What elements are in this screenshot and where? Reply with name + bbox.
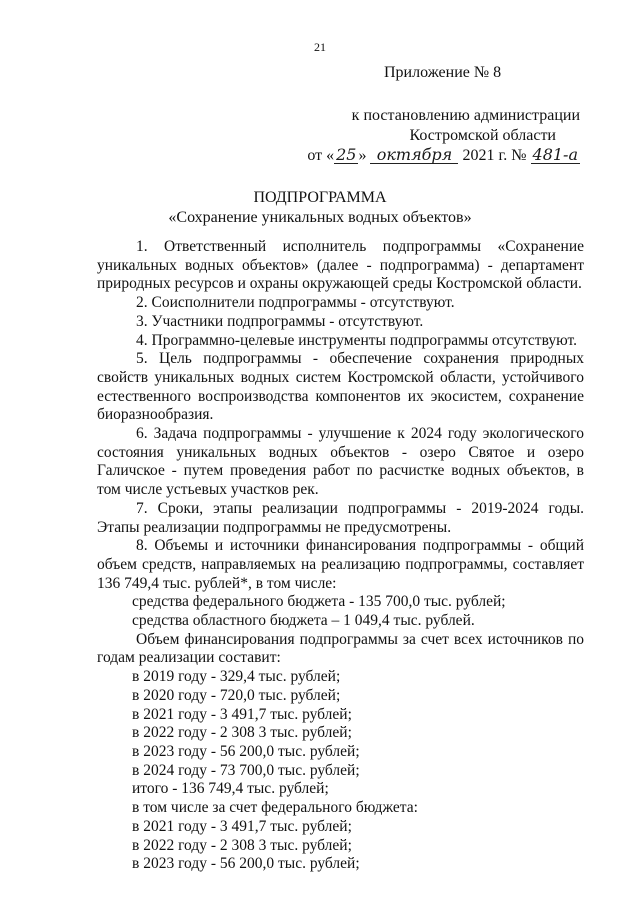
year-line: в том числе за счет федерального бюджета:	[132, 799, 418, 817]
year-line: в 2021 году - 3 491,7 тыс. рублей;	[132, 705, 352, 723]
decree-line-1: к постановлению администрации	[351, 107, 580, 124]
date-prefix: от «	[307, 147, 335, 164]
heading-title: ПОДПРОГРАММА	[253, 189, 387, 206]
date-quote: »	[358, 147, 367, 164]
paragraph: 1. Ответственный исполнитель подпрограммы «Сохранение уникальных водных объектов» (далее - подпрограмма) - департамент природных ресурсов и охраны окружающей среды Костромской области.	[97, 238, 584, 293]
year-line: в 2020 году - 720,0 тыс. рублей;	[132, 686, 341, 704]
paragraph: 3. Участники подпрограммы - отсутствуют.	[136, 312, 424, 330]
decree-reference	[300, 106, 580, 166]
year-line: в 2022 году - 2 308 3 тыс. рублей;	[132, 724, 352, 742]
appendix-label: Приложение № 8	[384, 64, 502, 81]
year-line: в 2022 году - 2 308 3 тыс. рублей;	[132, 836, 352, 854]
year-line: в 2021 году - 3 491,7 тыс. рублей;	[132, 817, 352, 835]
paragraph: 5. Цель подпрограммы - обеспечение сохранения природных свойств уникальных водных систем Костромской области, устойчивого естественного воспроизводства компонентов их экосистем, сохранение биоразнообразия.	[97, 350, 584, 424]
document-body	[97, 238, 584, 874]
funding-source: средства федерального бюджета - 135 700,0 тыс. рублей;	[132, 593, 506, 611]
year-line: в 2019 году - 329,4 тыс. рублей;	[132, 668, 341, 686]
paragraph: 7. Сроки, этапы реализации подпрограммы - 2019-2024 годы. Этапы реализации подпрограммы не предусмотрены.	[97, 499, 584, 536]
year-line: в 2023 году - 56 200,0 тыс. рублей;	[132, 855, 360, 873]
year-line: в 2024 году - 73 700,0 тыс. рублей;	[132, 761, 360, 779]
paragraph: 2. Соисполнители подпрограммы - отсутствуют.	[136, 294, 455, 312]
decree-line-2: Костромской области	[409, 127, 556, 144]
decree-date-line	[300, 146, 580, 166]
year-line: итого - 136 749,4 тыс. рублей;	[132, 780, 329, 798]
paragraph: 4. Программно-целевые инструменты подпрограммы отсутствуют.	[136, 331, 577, 349]
handwritten-number: 481-а	[532, 145, 578, 164]
year-line: в 2023 году - 56 200,0 тыс. рублей;	[132, 742, 360, 760]
paragraph: 8. Объемы и источники финансирования подпрограммы - общий объем средств, направляемых на реализацию подпрограммы, составляет 136 749,4 тыс. рублей*, в том числе:	[97, 537, 584, 592]
funding-source: средства областного бюджета – 1 049,4 тыс. рублей.	[132, 612, 475, 630]
page-number: 21	[314, 40, 326, 54]
handwritten-day: 25	[336, 145, 357, 164]
paragraph: Объем финансирования подпрограммы за счет всех источников по годам реализации составит:	[97, 630, 584, 667]
heading-subtitle: «Сохранение уникальных водных объектов»	[168, 209, 472, 226]
date-year: 2021 г. №	[462, 147, 527, 164]
paragraph: 6. Задача подпрограммы - улучшение к 2024 году экологического состояния уникальных водных объектов - озеро Святое и озеро Галичское - путем проведения работ по расчистке водных объектов, в том числе устьевых участков рек.	[97, 425, 584, 499]
document-heading	[0, 188, 640, 228]
handwritten-month: октября	[370, 147, 458, 164]
